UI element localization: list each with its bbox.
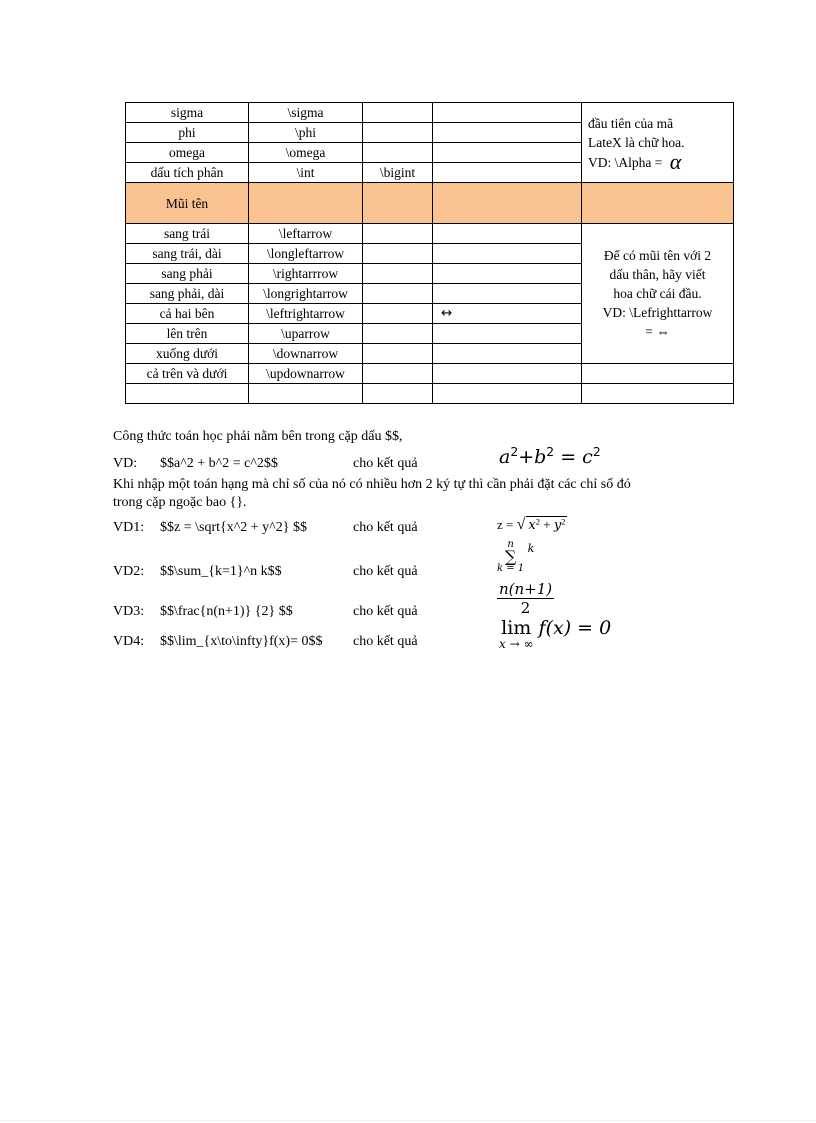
arrow-name-cell: cả hai bên: [126, 304, 249, 324]
arrow-name-cell: cả trên và dưới: [126, 364, 249, 384]
note-line: VD: \Alpha = α: [588, 148, 682, 174]
example-result-label: cho kết quả: [353, 456, 418, 471]
arrow-glyph-cell: [433, 324, 582, 344]
arrow-name-cell: sang trái: [126, 224, 249, 244]
braces-paragraph-line2: trong cặp ngoặc bao {}.: [113, 495, 247, 510]
symbol-code-cell: \sigma: [249, 103, 363, 123]
symbol-glyph-cell: [433, 163, 582, 183]
symbol-code-cell: \int: [249, 163, 363, 183]
table-row: [126, 384, 734, 404]
page-edge: [0, 1120, 816, 1121]
note-line: dấu thân, hãy viết: [609, 267, 706, 282]
arrow-name-cell: sang phải: [126, 264, 249, 284]
example-code: $$a^2 + b^2 = c^2$$: [160, 456, 278, 471]
symbol-name-cell: omega: [126, 143, 249, 163]
table-row: [126, 103, 734, 123]
note-arrows-cell: [582, 224, 734, 364]
math-result-pythagoras: $a^2+b^2 = c^2$: [499, 445, 601, 468]
symbol-code2-cell: [363, 123, 433, 143]
arrow-code-cell: \updownarrow: [249, 364, 363, 384]
math-result-sqrt: z = √ $x^2 + y^2$: [497, 516, 566, 533]
arrow-glyph-cell: ↔: [433, 304, 582, 324]
braces-paragraph-line1: Khi nhập một toán hạng mà chỉ số của nó có nhiều hơn 2 ký tự thì cần phải đặt các chỉ số đó: [113, 477, 631, 492]
alpha-glyph: α: [669, 148, 682, 174]
note-line: VD: \Lefrighttarrow: [602, 305, 713, 320]
math-result-limit: lim x → ∞ f(x) = 0: [499, 617, 612, 651]
table-row: [126, 224, 734, 244]
example-code: $$z = \sqrt{x^2 + y^2} $$: [160, 520, 307, 535]
intro-paragraph: Công thức toán học phải nằm bên trong cặp dấu $$,: [113, 429, 403, 444]
symbol-glyph-cell: [433, 103, 582, 123]
note-line: LateX là chữ hoa.: [588, 134, 685, 150]
math-result-sum: n ∑ k = 1 k: [497, 539, 535, 574]
example-code: $$\lim_{x\to\infty}f(x)= 0$$: [160, 634, 323, 649]
section-header-row: [126, 183, 734, 224]
arrow-code-cell: \uparrow: [249, 324, 363, 344]
symbol-glyph-cell: [433, 143, 582, 163]
symbol-code2-cell: [363, 143, 433, 163]
example-label: VD:: [113, 456, 138, 471]
section-title: Mũi tên: [126, 183, 249, 224]
note-line: Để có mũi tên với 2: [603, 248, 712, 263]
note-uppercase-cell: [582, 103, 734, 183]
arrow-glyph-cell: [433, 224, 582, 244]
example-label: VD4:: [113, 634, 145, 649]
arrow-glyph-cell: [433, 284, 582, 304]
sum-symbol: n ∑ k = 1: [497, 539, 525, 574]
note-line: đầu tiên của mã: [588, 115, 674, 131]
arrow-glyph-cell: [433, 364, 582, 384]
arrow-glyph-cell: [433, 244, 582, 264]
symbol-code2-cell: [363, 103, 433, 123]
note-line: = ⇔: [645, 324, 670, 339]
arrow-glyph-cell: [433, 344, 582, 364]
example-result-label: cho kết quả: [353, 634, 418, 649]
symbol-glyph-cell: [433, 123, 582, 143]
example-code: $$\frac{n(n+1)} {2} $$: [160, 604, 293, 619]
arrow-name-cell: sang trái, dài: [126, 244, 249, 264]
note-line: hoa chữ cái đầu.: [613, 286, 702, 301]
example-label: VD1:: [113, 520, 145, 535]
arrow-glyph-cell: [433, 264, 582, 284]
example-code: $$\sum_{k=1}^n k$$: [160, 564, 282, 579]
arrow-code-cell: \leftrightarrow: [249, 304, 363, 324]
arrow-code-cell: \downarrow: [249, 344, 363, 364]
arrow-name-cell: sang phải, dài: [126, 284, 249, 304]
math-result-fraction: $\frac{n(n+1)}{2}$: [499, 580, 553, 617]
arrow-code-cell: \longleftarrow: [249, 244, 363, 264]
arrow-name-cell: xuống dưới: [126, 344, 249, 364]
symbol-table: [125, 102, 734, 404]
symbol-name-cell: sigma: [126, 103, 249, 123]
arrow-code-cell: \longrightarrow: [249, 284, 363, 304]
symbol-name-cell: phi: [126, 123, 249, 143]
table-row: [126, 364, 734, 384]
symbol-code2-cell: \bigint: [363, 163, 433, 183]
example-result-label: cho kết quả: [353, 564, 418, 579]
example-result-label: cho kết quả: [353, 520, 418, 535]
example-label: VD3:: [113, 604, 145, 619]
arrow-code-cell: \rightarrrow: [249, 264, 363, 284]
symbol-name-cell: dấu tích phân: [126, 163, 249, 183]
example-label: VD2:: [113, 564, 145, 579]
symbol-code-cell: \omega: [249, 143, 363, 163]
arrow-name-cell: lên trên: [126, 324, 249, 344]
arrow-code-cell: \leftarrow: [249, 224, 363, 244]
example-result-label: cho kết quả: [353, 604, 418, 619]
symbol-code-cell: \phi: [249, 123, 363, 143]
